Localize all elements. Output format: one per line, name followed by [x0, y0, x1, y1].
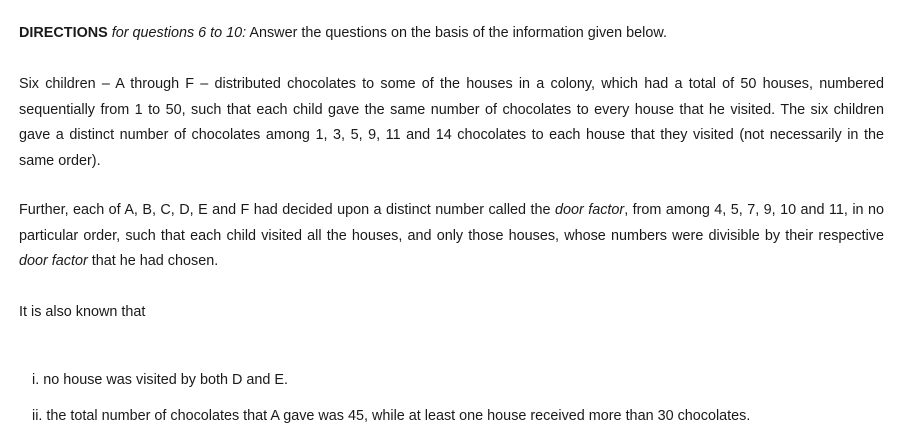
paragraph-door-factor [19, 198, 884, 275]
paragraph-intro: Six children – A through F – distributed chocolates to some of the houses in a colony, which had a total of 50 houses, numbered sequentially from 1 to 50, such that each child gave the same number of chocolates to every house that he visited. The six children gave a distinct number of chocolates among 1, 3, 5, 9, 11 and 14 chocolates to each house that they visited (not necessarily in the same order). [19, 76, 884, 169]
directions-label: DIRECTIONS [19, 25, 108, 41]
directions-range: for questions 6 to 10: [111, 25, 247, 41]
paragraph-door-factor-part1: Further, each of A, B, C, D, E and F had decided upon a distinct number called the [19, 202, 551, 218]
condition-item: ii. the total number of chocolates that A gave was 45, while at least one house received more than 30 chocolates. [32, 408, 751, 424]
paragraph-door-factor-part2: , from among 4, 5, 7, 9, 10 and 11, in no particular order, such that each child visited all the houses, and only those houses, whose numbers were divisible by their respective [19, 202, 885, 244]
door-factor-term-1: door factor [554, 202, 625, 218]
directions-line [19, 23, 882, 43]
directions-text: Answer the questions on the basis of the information given below. [249, 25, 667, 41]
paragraph-known: It is also known that [19, 304, 146, 320]
paragraph-door-factor-part3: that he had chosen. [91, 253, 219, 269]
condition-item: i. no house was visited by both D and E. [32, 372, 288, 388]
door-factor-term-2: door factor [19, 253, 88, 269]
